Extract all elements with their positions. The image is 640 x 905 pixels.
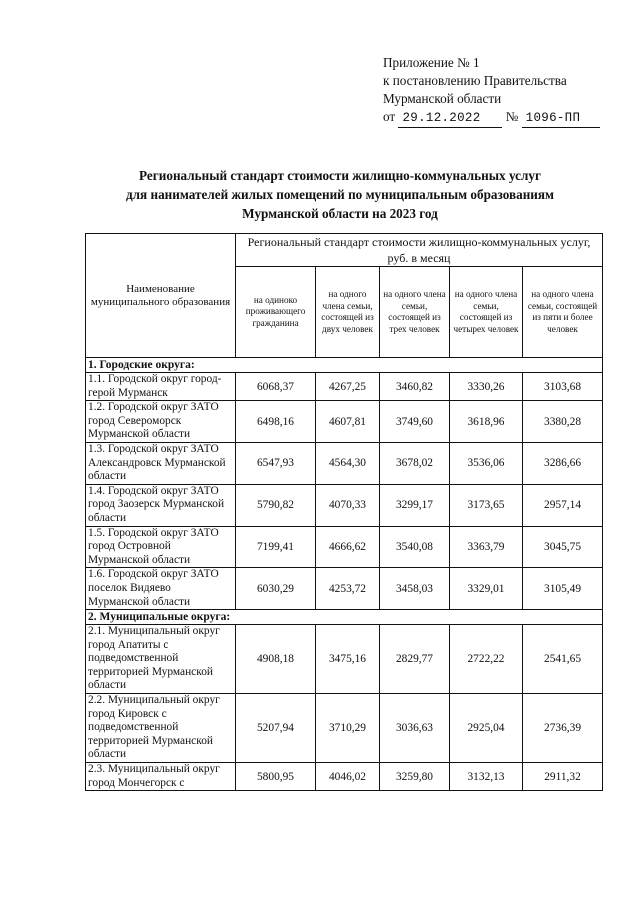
municipality-name: 1.5. Городской округ ЗАТО город Островной Мурманской области xyxy=(86,526,236,568)
cost-value-col-5: 2541,65 xyxy=(523,625,603,694)
appendix-ref: к постановлению Правительства xyxy=(383,73,567,88)
cost-value-col-3: 3259,80 xyxy=(380,763,450,791)
table-body xyxy=(86,358,603,791)
from-label: от xyxy=(383,109,396,124)
cost-value-col-2: 4046,02 xyxy=(316,763,380,791)
cost-value-col-5: 3045,75 xyxy=(523,526,603,568)
cost-value-col-4: 3329,01 xyxy=(450,568,523,610)
cost-value-col-3: 3460,82 xyxy=(380,373,450,401)
table-row xyxy=(86,568,603,610)
cost-value-col-1: 5790,82 xyxy=(236,484,316,526)
cost-value-col-4: 3173,65 xyxy=(450,484,523,526)
cost-value-col-1: 6030,29 xyxy=(236,568,316,610)
municipality-name: 2.1. Муниципальный округ город Апатиты с подведомственной территорией Мурманской области xyxy=(86,625,236,694)
cost-value-col-2: 4666,62 xyxy=(316,526,380,568)
table-row xyxy=(86,625,603,694)
cost-value-col-5: 3105,49 xyxy=(523,568,603,610)
cost-value-col-5: 3286,66 xyxy=(523,442,603,484)
cost-value-col-1: 6547,93 xyxy=(236,442,316,484)
cost-value-col-4: 3330,26 xyxy=(450,373,523,401)
cost-value-col-3: 3458,03 xyxy=(380,568,450,610)
section-row xyxy=(86,358,603,373)
municipality-name: 1.6. Городской округ ЗАТО поселок Видяево Мурманской области xyxy=(86,568,236,610)
cost-value-col-1: 5800,95 xyxy=(236,763,316,791)
cost-value-col-1: 7199,41 xyxy=(236,526,316,568)
cost-value-col-3: 3540,08 xyxy=(380,526,450,568)
header-group: Региональный стандарт стоимости жилищно-коммунальных услуг, руб. в месяц xyxy=(236,234,603,267)
table-row xyxy=(86,484,603,526)
cost-value-col-2: 4267,25 xyxy=(316,373,380,401)
cost-value-col-4: 3132,13 xyxy=(450,763,523,791)
decree-number: 1096-ПП xyxy=(522,109,600,128)
cost-value-col-1: 6068,37 xyxy=(236,373,316,401)
municipality-name: 1.4. Городской округ ЗАТО город Заозерск Мурманской области xyxy=(86,484,236,526)
header-col-3: на одного члена семьи, состоящей из трех человек xyxy=(380,267,450,358)
appendix-region: Мурманской области xyxy=(383,91,502,106)
cost-value-col-4: 3618,96 xyxy=(450,401,523,443)
appendix-title: Приложение № 1 xyxy=(383,55,480,70)
cost-value-col-4: 3536,06 xyxy=(450,442,523,484)
cost-value-col-5: 2736,39 xyxy=(523,694,603,763)
cost-value-col-5: 3103,68 xyxy=(523,373,603,401)
cost-value-col-3: 2829,77 xyxy=(380,625,450,694)
title-line-3: Мурманской области на 2023 год xyxy=(242,206,438,221)
municipality-name: 2.2. Муниципальный округ город Кировск с подведомственной территорией Мурманской области xyxy=(86,694,236,763)
cost-value-col-5: 2911,32 xyxy=(523,763,603,791)
cost-value-col-2: 3710,29 xyxy=(316,694,380,763)
section-title: 1. Городские округа: xyxy=(86,358,603,373)
appendix-block xyxy=(383,54,600,128)
municipality-name: 1.2. Городской округ ЗАТО город Североморск Мурманской области xyxy=(86,401,236,443)
header-col-5: на одного члена семьи, состоящей из пяти и более человек xyxy=(523,267,603,358)
header-name: Наименование муниципального образования xyxy=(86,234,236,358)
cost-value-col-2: 4253,72 xyxy=(316,568,380,610)
appendix-date-line xyxy=(383,108,600,128)
cost-value-col-3: 3678,02 xyxy=(380,442,450,484)
table-row xyxy=(86,694,603,763)
cost-value-col-2: 3475,16 xyxy=(316,625,380,694)
cost-value-col-5: 3380,28 xyxy=(523,401,603,443)
cost-value-col-4: 3363,79 xyxy=(450,526,523,568)
cost-value-col-3: 3749,60 xyxy=(380,401,450,443)
section-row xyxy=(86,610,603,625)
title-line-2: для нанимателей жилых помещений по муниципальным образованиям xyxy=(125,187,555,202)
cost-value-col-4: 2722,22 xyxy=(450,625,523,694)
table-row xyxy=(86,442,603,484)
document-title xyxy=(60,166,620,223)
cost-value-col-1: 4908,18 xyxy=(236,625,316,694)
cost-value-col-2: 4070,33 xyxy=(316,484,380,526)
municipality-name: 2.3. Муниципальный округ город Мончегорск с xyxy=(86,763,236,791)
standards-table xyxy=(85,233,603,791)
table-row xyxy=(86,763,603,791)
cost-value-col-2: 4564,30 xyxy=(316,442,380,484)
header-col-2: на одного члена семьи, состоящей из двух человек xyxy=(316,267,380,358)
header-col-4: на одного члена семьи, состоящей из четырех человек xyxy=(450,267,523,358)
title-line-1: Региональный стандарт стоимости жилищно-коммунальных услуг xyxy=(139,168,541,183)
section-title: 2. Муниципальные округа: xyxy=(86,610,603,625)
cost-value-col-3: 3036,63 xyxy=(380,694,450,763)
cost-value-col-2: 4607,81 xyxy=(316,401,380,443)
cost-value-col-4: 2925,04 xyxy=(450,694,523,763)
header-col-1: на одиноко проживающего гражданина xyxy=(236,267,316,358)
cost-value-col-1: 6498,16 xyxy=(236,401,316,443)
table-row xyxy=(86,373,603,401)
table-row xyxy=(86,526,603,568)
municipality-name: 1.1. Городской округ город-герой Мурманск xyxy=(86,373,236,401)
cost-value-col-3: 3299,17 xyxy=(380,484,450,526)
municipality-name: 1.3. Городской округ ЗАТО Александровск Мурманской области xyxy=(86,442,236,484)
number-label: № xyxy=(505,109,519,124)
cost-value-col-5: 2957,14 xyxy=(523,484,603,526)
decree-date: 29.12.2022 xyxy=(398,109,502,128)
table-row xyxy=(86,401,603,443)
cost-value-col-1: 5207,94 xyxy=(236,694,316,763)
